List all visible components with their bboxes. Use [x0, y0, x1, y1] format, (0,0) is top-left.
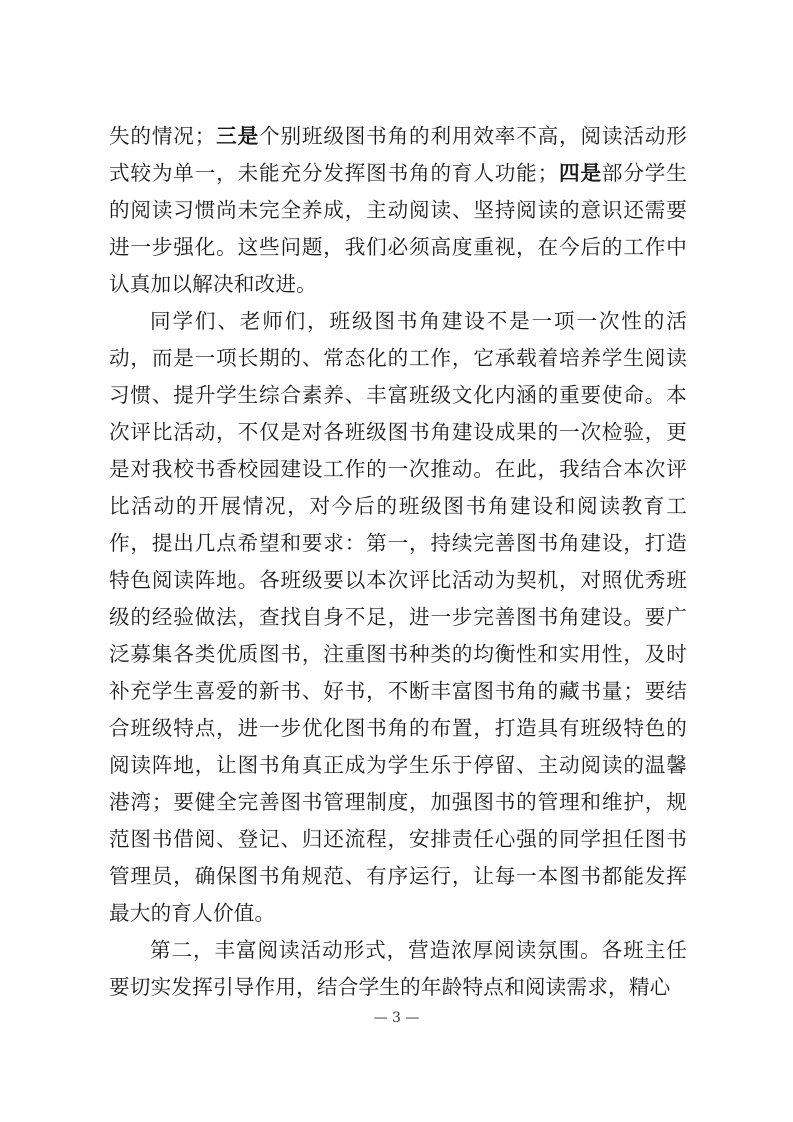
page-number: — 3 — [373, 1010, 420, 1026]
emphasis-three: 三是 [215, 124, 260, 148]
text-segment: 部分学生的阅读习惯尚未完全养成，主动阅读、坚持阅读的意识还需要进一步强化。这些问题，我们必须高度重视，在今后的工作中认真加以解决和改进。 [109, 161, 687, 296]
text-segment: 个别班级图书角的利用效率不高，阅读活动形式较为单一，未能充分发挥图书角的育人功能； [109, 124, 688, 185]
body-text [109, 118, 687, 1006]
paragraph-1 [109, 118, 687, 303]
paragraph-2 [109, 303, 687, 932]
paragraph-3 [109, 932, 687, 1006]
text-segment: 第二，丰富阅读活动形式，营造浓厚阅读氛围。各班主任要切实发挥引导作用，结合学生的年龄特点和阅读需求，精心 [109, 938, 687, 999]
text-segment: 失的情况； [109, 124, 216, 148]
text-segment: 同学们、老师们，班级图书角建设不是一项一次性的活动，而是一项长期的、常态化的工作，它承载着培养学生阅读习惯、提升学生综合素养、丰富班级文化内涵的重要使命。本次评比活动，不仅是对各班级图书角建设成果的一次检验，更是对我校书香校园建设工作的一次推动。在此，我结合本次评比活动的开展情况，对今后的班级图书角建设和阅读教育工作，提出几点希望和要求：第一，持续完善图书角建设，打造特色阅读阵地。各班级要以本次评比活动为契机，对照优秀班级的经验做法，查找自身不足，进一步完善图书角建设。要广泛募集各类优质图书，注重图书种类的均衡性和实用性，及时补充学生喜爱的新书、好书，不断丰富图书角的藏书量；要结合班级特点，进一步优化图书角的布置，打造具有班级特色的阅读阵地，让图书角真正成为学生乐于停留、主动阅读的温馨港湾；要健全完善图书管理制度，加强图书的管理和维护，规范图书借阅、登记、归还流程，安排责任心强的同学担任图书管理员，确保图书角规范、有序运行，让每一本图书都能发挥最大的育人价值。 [109, 309, 687, 925]
emphasis-four: 四是 [558, 161, 602, 185]
